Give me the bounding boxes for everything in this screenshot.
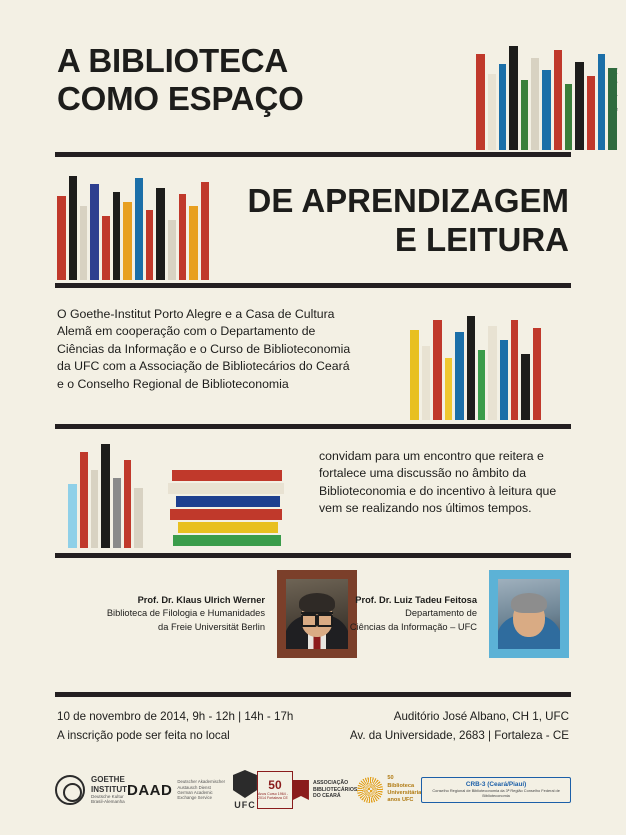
divider-5 — [55, 692, 571, 697]
crb3-logo — [421, 777, 571, 802]
page-subtitle — [149, 182, 569, 260]
book-spine — [598, 54, 605, 150]
bib50-line-1: Biblioteca — [387, 782, 415, 789]
speaker-1-text — [57, 594, 265, 634]
book-spine — [575, 62, 584, 150]
venue-line-2: Av. da Universidade, 2683 | Fortaleza - CE — [349, 728, 569, 742]
bib50-number: 50 — [387, 775, 394, 782]
book-spine — [531, 58, 539, 150]
bookmark-icon — [293, 780, 309, 800]
divider-3 — [55, 424, 571, 429]
abc-text — [313, 780, 357, 800]
book-spine — [80, 206, 87, 280]
abc-line-2: BIBLIOTECÁRIOS — [312, 786, 358, 793]
book-spine — [113, 192, 120, 280]
goethe-sub-1: Deutsche Kultur — [91, 793, 124, 799]
divider-1 — [55, 152, 571, 157]
book-spine — [102, 216, 110, 280]
book-spine — [521, 354, 530, 420]
book-spine — [499, 64, 506, 150]
bib50-text — [387, 775, 421, 804]
speaker-2-affiliation-line2: Ciências da Informação – UFC — [349, 621, 477, 632]
speaker-2-portrait — [489, 570, 569, 658]
speaker-1-affiliation-line2: da Freie Universität Berlin — [158, 621, 265, 632]
goethe-label-2: INSTITUT — [91, 784, 127, 794]
stacked-book — [172, 470, 282, 481]
stacked-book — [168, 483, 284, 494]
abc-ceara-logo — [293, 780, 357, 800]
book-spine — [554, 50, 562, 150]
abc-line-1: ASSOCIAÇÃO — [312, 780, 349, 787]
book-spine — [533, 328, 541, 420]
daad-subtext — [177, 779, 233, 800]
page-title — [57, 42, 437, 119]
ufc-crest-icon — [233, 770, 257, 798]
bib50-line-2: Universitária — [387, 790, 422, 796]
event-venue — [350, 708, 569, 745]
stacked-book — [173, 535, 281, 546]
anniversary-number: 50 — [268, 778, 282, 793]
goethe-ring-icon — [55, 775, 85, 805]
sunburst-icon — [357, 777, 383, 803]
book-spine — [69, 176, 77, 280]
book-spine — [455, 332, 464, 420]
goethe-label-1: GOETHE — [91, 775, 125, 785]
biblioteca-50-anos-logo — [357, 775, 421, 804]
book-spine — [509, 46, 518, 150]
goethe-institut-logo — [55, 775, 127, 805]
book-spine — [422, 346, 430, 420]
book-spine — [478, 350, 485, 420]
event-schedule — [57, 708, 293, 745]
organizers-paragraph: O Goethe-Institut Porto Alegre e a Casa de Cultura Alemã em cooperação com o Departamento de Ciências da Informação e o Curso de Biblioteconomia da UFC com a Associação de Bibliotecários do Ceará e o Conselho Regional de Biblioteconomia — [57, 307, 351, 391]
portrait-hair — [511, 593, 547, 613]
daad-logo — [127, 779, 233, 800]
anniversary-badge — [257, 771, 293, 809]
speaker-2-text — [279, 594, 477, 634]
speaker-2-name: Prof. Dr. Luiz Tadeu Feitosa — [355, 594, 477, 605]
speaker-2-affiliation-line1: Departamento de — [405, 608, 477, 619]
abc-line-3: DO CEARÁ — [312, 793, 341, 800]
logo-bar — [55, 762, 571, 818]
invitation-paragraph: convidam para um encontro que reitera e fortalece uma discussão no âmbito da Biblioteconomia e do incentivo à leitura que vem se realizando nos últimos tempos. — [319, 449, 557, 516]
speaker-1-affiliation-line1: Biblioteca de Filologia e Humanidades — [106, 608, 265, 619]
venue-line-1: Auditório José Albano, CH 1, UFC — [393, 710, 569, 723]
book-spine — [80, 452, 88, 548]
divider-2 — [55, 283, 571, 288]
book-spine — [410, 330, 419, 420]
book-spine — [467, 316, 475, 420]
bib50-line-3: anos UFC — [387, 797, 414, 804]
title-line-1: A BIBLIOTECA — [57, 42, 289, 79]
stacked-book — [170, 509, 282, 520]
goethe-sub-2: Brasil-Alemanha — [91, 799, 125, 805]
book-spine — [135, 178, 143, 280]
speaker-1-name: Prof. Dr. Klaus Ulrich Werner — [137, 594, 265, 605]
anniversary-sub: Anos Curso 1964 - 2014 Fortaleza CE — [257, 792, 288, 800]
crb-title: CRB-3 (Ceará/Piauí) — [465, 781, 527, 789]
book-spine — [433, 320, 442, 420]
book-spine — [500, 340, 508, 420]
book-spine — [113, 478, 121, 548]
book-spine — [587, 76, 595, 150]
divider-4 — [55, 553, 571, 558]
bookshelf-top — [476, 40, 617, 150]
book-spine — [542, 70, 551, 150]
book-spine — [445, 358, 452, 420]
book-spine — [511, 320, 518, 420]
daad-label: DAAD — [127, 781, 173, 799]
book-spine — [488, 326, 497, 420]
book-spine — [101, 444, 110, 548]
book-spine — [476, 54, 485, 150]
title-line-4: E LEITURA — [394, 220, 569, 258]
book-spine — [134, 488, 143, 548]
book-spine — [68, 484, 77, 548]
book-spine — [91, 470, 98, 548]
book-spine — [565, 84, 572, 150]
title-line-2: COMO ESPAÇO — [57, 80, 304, 118]
stacked-book — [178, 522, 278, 533]
event-date: 10 de novembro de 2014, 9h - 12h | 14h - 17h — [57, 710, 294, 723]
ufc-logo — [233, 770, 257, 810]
crb-badge — [421, 777, 571, 802]
daad-sub-2: German Academic Exchange Service — [177, 790, 213, 801]
crb-sub: Conselho Regional de Biblioteconomia da 3ª Região Conselho Federal de Biblioteconomia — [432, 788, 560, 798]
book-spine — [608, 68, 617, 150]
bookshelf-middle — [410, 310, 541, 420]
book-spine — [90, 184, 99, 280]
title-line-3: DE APRENDIZAGEM — [247, 182, 569, 219]
stacked-book — [176, 496, 280, 507]
ufc-label: UFC — [234, 800, 256, 810]
stacked-books — [168, 470, 286, 548]
book-spine — [488, 74, 496, 150]
speaker-2 — [279, 570, 569, 658]
daad-sub-1: Deutscher Akademischer Austausch Dienst — [177, 779, 226, 790]
book-spine — [124, 460, 131, 548]
anniversary-logo — [257, 771, 293, 809]
book-spine — [57, 196, 66, 280]
book-spine — [123, 202, 132, 280]
event-registration: A inscrição pode ser feita no local — [57, 728, 230, 742]
book-spine — [521, 80, 528, 150]
bookshelf-lower-left — [68, 442, 143, 548]
